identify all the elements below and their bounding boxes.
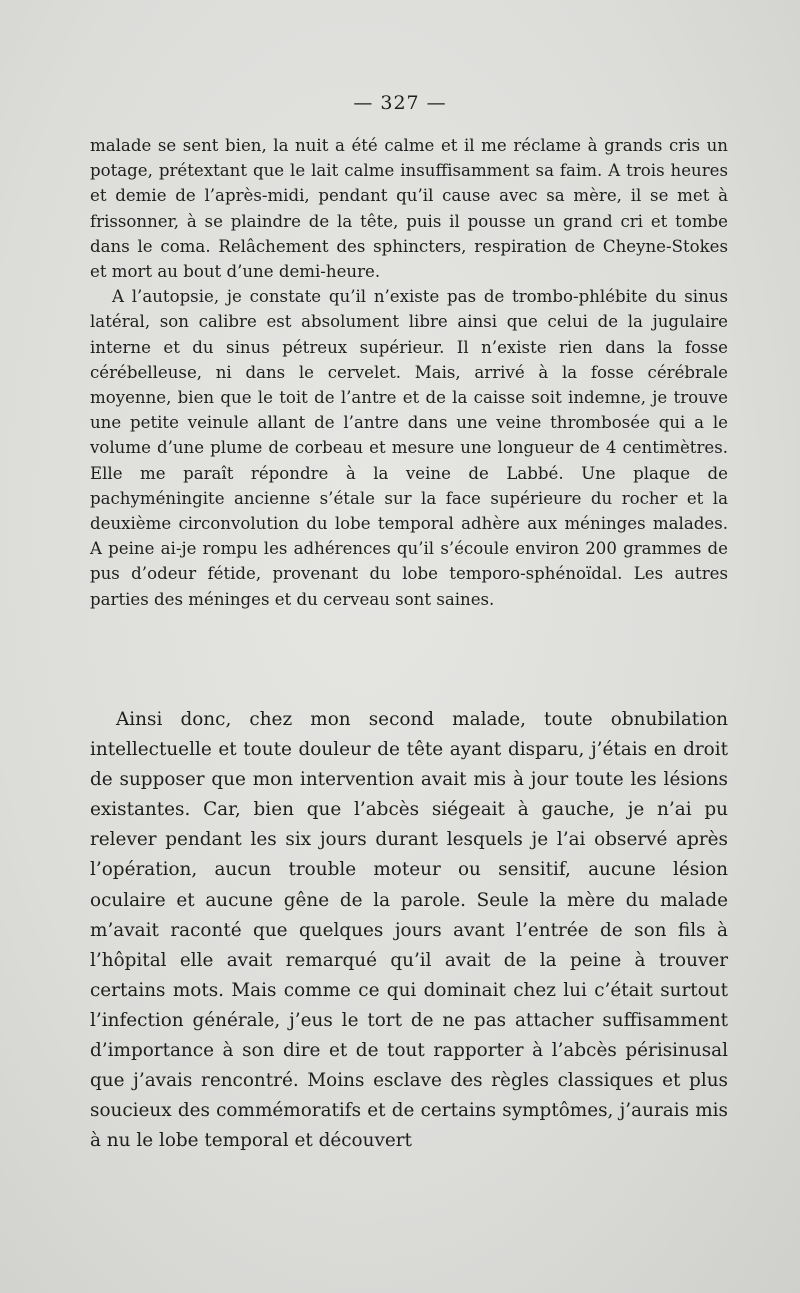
discussion-paragraph: Ainsi donc, chez mon second malade, toute obnubilation intellectuelle et toute douleur de tête ayant disparu, j’étais en droit de supposer que mon intervention avait mis à jour toute les lésions existantes. Car, bien que l’abcès siégeait à gauche, je n’ai pu relever pendant les six jours durant lesquels je l’ai observé après l’opération, aucun trouble moteur ou sensitif, aucune lésion oculaire et aucune gêne de la parole. Seule la mère du malade m’avait raconté que quelques jours avant l’entrée de son fils à l’hôpital elle avait remarqué qu’il avait de la peine à trouver certains mots. Mais comme ce qui dominait chez lui c’était surtout l’infection générale, j’eus le tort de ne pas attacher suffisamment d’importance à son dire et de tout rapporter à l’abcès périsinusal que j’avais rencontré. Moins esclave des règles classiques et plus soucieux des commémoratifs et de certains symptômes, j’aurais mis à nu le lobe temporal et découvert [90, 709, 728, 1152]
discussion-text [90, 705, 728, 1156]
autopsy-paragraph: A l’autopsie, je constate qu’il n’existe pas de trombo-phlébite du sinus latéral, son calibre est absolument libre ainsi que celui de la jugulaire interne et du sinus pétreux supérieur. Il n’existe rien dans la fosse cérébelleuse, ni dans le cervelet. Mais, arrivé à la fosse cérébrale moyenne, bien que le toit de l’antre et de la caisse soit indemne, je trouve une petite veinule allant de l’antre dans une veine thrombosée qui a le volume d’une plume de corbeau et mesure une longueur de 4 centimètres. Elle me paraît répondre à la veine de Labbé. Une plaque de pachyméningite ancienne s’étale sur la face supérieure du rocher et la deuxième circonvolution du lobe temporal adhère aux méninges malades. A peine ai-je rompu les adhérences qu’il s’écoule environ 200 grammes de pus d’odeur fétide, provenant du lobe temporo-sphénoïdal. Les autres parties des méninges et du cerveau sont saines. [90, 287, 728, 609]
page-number: — 327 — [353, 92, 447, 114]
case-report-paragraph-1: malade se sent bien, la nuit a été calme et il me réclame à grands cris un potage, prétextant que le lait calme insuffisamment sa faim. A trois heures et demie de l’après-midi, pendant qu’il cause avec sa mère, il se met à frissonner, à se plaindre de la tête, puis il pousse un grand cri et tombe dans le coma. Relâchement des sphincters, respiration de Cheyne-Stokes et mort au bout d’une demi-heure. [90, 136, 728, 282]
case-report-text [90, 133, 728, 612]
